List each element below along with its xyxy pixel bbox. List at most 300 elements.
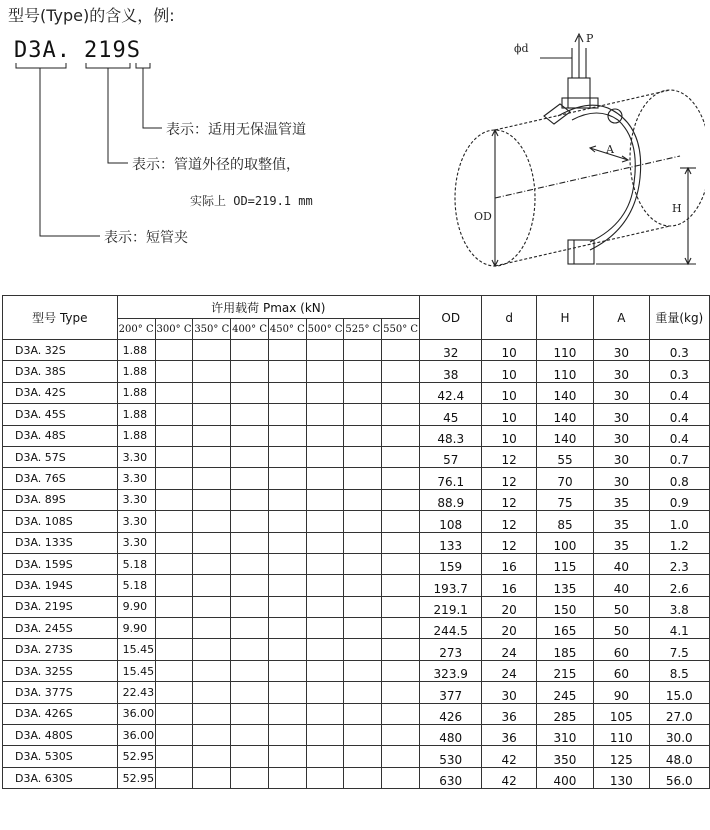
table-row [3, 404, 710, 425]
cell-od: 38 [419, 361, 482, 382]
cell-weight: 7.5 [649, 639, 709, 660]
cell-load-400 [231, 468, 269, 489]
cell-load-350 [193, 382, 231, 403]
cell-load-300 [155, 596, 193, 617]
table-row [3, 553, 710, 574]
cell-h: 110 [536, 361, 593, 382]
cell-d: 42 [482, 767, 536, 788]
cell-a: 125 [594, 746, 649, 767]
header-type: 型号 Type [3, 296, 118, 340]
cell-load-525 [344, 425, 382, 446]
cell-load-500 [306, 767, 344, 788]
cell-load-200: 36.00 [117, 725, 155, 746]
table-row [3, 746, 710, 767]
cell-load-550 [382, 489, 420, 510]
temp-450: 450° C [268, 319, 306, 340]
cell-load-500 [306, 746, 344, 767]
cell-load-450 [268, 596, 306, 617]
table-row [3, 382, 710, 403]
drawing-label-h: H [672, 202, 682, 215]
cell-load-400 [231, 596, 269, 617]
cell-h: 215 [536, 660, 593, 681]
cell-load-550 [382, 511, 420, 532]
cell-load-450 [268, 575, 306, 596]
cell-load-350 [193, 703, 231, 724]
cell-load-450 [268, 425, 306, 446]
cell-load-200: 5.18 [117, 553, 155, 574]
table-row [3, 532, 710, 553]
cell-load-550 [382, 575, 420, 596]
cell-load-350 [193, 596, 231, 617]
cell-od: 108 [419, 511, 482, 532]
cell-load-500 [306, 340, 344, 361]
header-od: OD [419, 296, 482, 340]
cell-load-450 [268, 468, 306, 489]
cell-h: 110 [536, 340, 593, 361]
cell-h: 185 [536, 639, 593, 660]
cell-load-550 [382, 767, 420, 788]
cell-load-350 [193, 511, 231, 532]
cell-load-450 [268, 553, 306, 574]
cell-load-550 [382, 532, 420, 553]
table-row [3, 446, 710, 467]
cell-load-450 [268, 618, 306, 639]
table-row [3, 725, 710, 746]
cell-weight: 0.9 [649, 489, 709, 510]
cell-load-350 [193, 446, 231, 467]
cell-load-350 [193, 340, 231, 361]
cell-h: 350 [536, 746, 593, 767]
cell-load-300 [155, 703, 193, 724]
cell-load-200: 36.00 [117, 703, 155, 724]
cell-od: 630 [419, 767, 482, 788]
cell-type: D3A. 530S [3, 746, 118, 767]
spec-table [2, 295, 710, 789]
cell-load-500 [306, 489, 344, 510]
table-row [3, 639, 710, 660]
cell-load-450 [268, 404, 306, 425]
cell-od: 530 [419, 746, 482, 767]
annotation-uninsulated: 表示：适用无保温管道 [166, 122, 306, 138]
cell-a: 35 [594, 532, 649, 553]
temp-550: 550° C [382, 319, 420, 340]
cell-load-550 [382, 596, 420, 617]
cell-weight: 0.3 [649, 361, 709, 382]
cell-load-400 [231, 682, 269, 703]
cell-load-350 [193, 575, 231, 596]
table-row [3, 489, 710, 510]
cell-type: D3A. 45S [3, 404, 118, 425]
cell-load-200: 1.88 [117, 404, 155, 425]
cell-load-300 [155, 404, 193, 425]
pipe-clamp-drawing [440, 28, 705, 278]
cell-a: 30 [594, 340, 649, 361]
cell-weight: 4.1 [649, 618, 709, 639]
cell-load-300 [155, 575, 193, 596]
cell-load-550 [382, 682, 420, 703]
cell-load-200: 22.43 [117, 682, 155, 703]
drawing-label-od: OD [474, 210, 492, 223]
cell-weight: 3.8 [649, 596, 709, 617]
cell-load-550 [382, 660, 420, 681]
cell-type: D3A. 38S [3, 361, 118, 382]
cell-load-300 [155, 618, 193, 639]
cell-load-350 [193, 468, 231, 489]
cell-load-525 [344, 703, 382, 724]
cell-weight: 15.0 [649, 682, 709, 703]
table-row [3, 361, 710, 382]
temp-200: 200° C [117, 319, 155, 340]
cell-type: D3A. 133S [3, 532, 118, 553]
cell-load-550 [382, 404, 420, 425]
cell-load-500 [306, 468, 344, 489]
table-row [3, 767, 710, 788]
cell-load-300 [155, 511, 193, 532]
cell-load-500 [306, 725, 344, 746]
cell-load-550 [382, 639, 420, 660]
cell-load-200: 3.30 [117, 468, 155, 489]
cell-load-500 [306, 596, 344, 617]
cell-od: 133 [419, 532, 482, 553]
cell-load-450 [268, 703, 306, 724]
cell-load-450 [268, 682, 306, 703]
cell-h: 165 [536, 618, 593, 639]
cell-load-350 [193, 618, 231, 639]
cell-load-400 [231, 361, 269, 382]
cell-load-200: 1.88 [117, 340, 155, 361]
cell-load-500 [306, 382, 344, 403]
cell-load-525 [344, 382, 382, 403]
header-weight: 重量(kg) [649, 296, 709, 340]
temp-525: 525° C [344, 319, 382, 340]
cell-load-200: 3.30 [117, 446, 155, 467]
cell-weight: 2.6 [649, 575, 709, 596]
cell-load-525 [344, 511, 382, 532]
cell-type: D3A. 48S [3, 425, 118, 446]
cell-load-300 [155, 361, 193, 382]
cell-load-450 [268, 361, 306, 382]
cell-load-525 [344, 575, 382, 596]
cell-load-500 [306, 575, 344, 596]
cell-load-300 [155, 340, 193, 361]
cell-load-300 [155, 553, 193, 574]
cell-load-500 [306, 618, 344, 639]
cell-a: 110 [594, 725, 649, 746]
cell-load-400 [231, 340, 269, 361]
cell-load-500 [306, 446, 344, 467]
table-row [3, 340, 710, 361]
cell-load-400 [231, 404, 269, 425]
cell-load-550 [382, 725, 420, 746]
cell-d: 36 [482, 703, 536, 724]
header-h: H [536, 296, 593, 340]
cell-weight: 1.0 [649, 511, 709, 532]
cell-d: 10 [482, 425, 536, 446]
cell-load-200: 9.90 [117, 618, 155, 639]
cell-load-450 [268, 340, 306, 361]
cell-load-400 [231, 767, 269, 788]
cell-d: 20 [482, 618, 536, 639]
cell-d: 36 [482, 725, 536, 746]
cell-weight: 0.4 [649, 425, 709, 446]
cell-type: D3A. 57S [3, 446, 118, 467]
cell-load-400 [231, 553, 269, 574]
table-row [3, 575, 710, 596]
cell-od: 57 [419, 446, 482, 467]
cell-load-550 [382, 382, 420, 403]
temp-500: 500° C [306, 319, 344, 340]
cell-od: 244.5 [419, 618, 482, 639]
cell-load-500 [306, 682, 344, 703]
cell-d: 16 [482, 553, 536, 574]
cell-a: 30 [594, 468, 649, 489]
cell-type: D3A. 42S [3, 382, 118, 403]
cell-a: 60 [594, 660, 649, 681]
cell-load-500 [306, 511, 344, 532]
cell-type: D3A. 108S [3, 511, 118, 532]
cell-load-400 [231, 425, 269, 446]
cell-load-400 [231, 660, 269, 681]
table-row [3, 660, 710, 681]
cell-load-350 [193, 532, 231, 553]
cell-h: 140 [536, 404, 593, 425]
cell-type: D3A. 630S [3, 767, 118, 788]
cell-od: 76.1 [419, 468, 482, 489]
cell-load-350 [193, 767, 231, 788]
cell-load-550 [382, 425, 420, 446]
cell-load-550 [382, 361, 420, 382]
cell-load-400 [231, 746, 269, 767]
cell-load-350 [193, 682, 231, 703]
table-row [3, 596, 710, 617]
cell-load-400 [231, 703, 269, 724]
cell-load-300 [155, 725, 193, 746]
cell-load-500 [306, 639, 344, 660]
header-d: d [482, 296, 536, 340]
cell-weight: 0.4 [649, 404, 709, 425]
cell-load-450 [268, 489, 306, 510]
cell-a: 50 [594, 596, 649, 617]
cell-d: 12 [482, 468, 536, 489]
cell-load-550 [382, 703, 420, 724]
cell-h: 400 [536, 767, 593, 788]
spec-table-body [3, 340, 710, 789]
cell-load-450 [268, 746, 306, 767]
cell-d: 16 [482, 575, 536, 596]
cell-od: 159 [419, 553, 482, 574]
cell-type: D3A. 325S [3, 660, 118, 681]
cell-a: 30 [594, 361, 649, 382]
cell-weight: 0.7 [649, 446, 709, 467]
cell-load-300 [155, 468, 193, 489]
drawing-label-a: A [606, 143, 614, 156]
cell-load-350 [193, 361, 231, 382]
cell-type: D3A. 245S [3, 618, 118, 639]
cell-load-525 [344, 725, 382, 746]
cell-weight: 0.3 [649, 340, 709, 361]
cell-d: 10 [482, 382, 536, 403]
drawing-label-p: P [586, 32, 594, 45]
cell-load-450 [268, 660, 306, 681]
cell-od: 48.3 [419, 425, 482, 446]
cell-load-525 [344, 468, 382, 489]
cell-load-200: 52.95 [117, 746, 155, 767]
cell-od: 323.9 [419, 660, 482, 681]
temp-400: 400° C [231, 319, 269, 340]
cell-weight: 2.3 [649, 553, 709, 574]
cell-load-525 [344, 596, 382, 617]
cell-load-500 [306, 425, 344, 446]
cell-weight: 30.0 [649, 725, 709, 746]
cell-load-525 [344, 532, 382, 553]
cell-load-200: 5.18 [117, 575, 155, 596]
cell-load-400 [231, 382, 269, 403]
cell-weight: 0.8 [649, 468, 709, 489]
cell-a: 30 [594, 404, 649, 425]
cell-load-300 [155, 746, 193, 767]
cell-load-200: 3.30 [117, 489, 155, 510]
cell-a: 30 [594, 425, 649, 446]
cell-load-300 [155, 532, 193, 553]
cell-a: 40 [594, 575, 649, 596]
cell-type: D3A. 219S [3, 596, 118, 617]
cell-load-400 [231, 575, 269, 596]
cell-load-350 [193, 404, 231, 425]
cell-load-300 [155, 660, 193, 681]
temp-350: 350° C [193, 319, 231, 340]
cell-h: 285 [536, 703, 593, 724]
cell-load-350 [193, 639, 231, 660]
cell-d: 12 [482, 446, 536, 467]
cell-a: 90 [594, 682, 649, 703]
cell-load-525 [344, 446, 382, 467]
cell-a: 130 [594, 767, 649, 788]
cell-load-450 [268, 725, 306, 746]
annotation-actual-od: 实际上 OD=219.1 mm [190, 194, 313, 208]
cell-load-400 [231, 618, 269, 639]
cell-load-200: 3.30 [117, 511, 155, 532]
cell-d: 24 [482, 660, 536, 681]
cell-load-525 [344, 639, 382, 660]
cell-weight: 0.4 [649, 382, 709, 403]
cell-load-350 [193, 746, 231, 767]
cell-load-300 [155, 639, 193, 660]
cell-a: 35 [594, 489, 649, 510]
cell-a: 50 [594, 618, 649, 639]
cell-type: D3A. 32S [3, 340, 118, 361]
cell-d: 10 [482, 361, 536, 382]
cell-od: 45 [419, 404, 482, 425]
cell-d: 12 [482, 532, 536, 553]
cell-load-550 [382, 553, 420, 574]
cell-weight: 56.0 [649, 767, 709, 788]
cell-load-200: 1.88 [117, 361, 155, 382]
cell-weight: 27.0 [649, 703, 709, 724]
cell-d: 20 [482, 596, 536, 617]
temp-300: 300° C [155, 319, 193, 340]
cell-load-300 [155, 682, 193, 703]
cell-weight: 8.5 [649, 660, 709, 681]
cell-h: 70 [536, 468, 593, 489]
table-row [3, 425, 710, 446]
cell-load-500 [306, 532, 344, 553]
cell-od: 193.7 [419, 575, 482, 596]
cell-load-400 [231, 639, 269, 660]
cell-load-400 [231, 446, 269, 467]
cell-load-450 [268, 382, 306, 403]
cell-od: 32 [419, 340, 482, 361]
cell-d: 30 [482, 682, 536, 703]
cell-load-550 [382, 746, 420, 767]
cell-load-300 [155, 446, 193, 467]
cell-load-500 [306, 660, 344, 681]
cell-load-525 [344, 489, 382, 510]
cell-od: 42.4 [419, 382, 482, 403]
cell-type: D3A. 480S [3, 725, 118, 746]
cell-load-350 [193, 660, 231, 681]
cell-load-400 [231, 725, 269, 746]
cell-load-550 [382, 340, 420, 361]
cell-load-350 [193, 425, 231, 446]
table-row [3, 703, 710, 724]
cell-load-350 [193, 489, 231, 510]
cell-h: 140 [536, 425, 593, 446]
cell-d: 10 [482, 340, 536, 361]
cell-load-200: 9.90 [117, 596, 155, 617]
table-row [3, 511, 710, 532]
table-row [3, 468, 710, 489]
cell-a: 60 [594, 639, 649, 660]
cell-od: 273 [419, 639, 482, 660]
cell-a: 105 [594, 703, 649, 724]
cell-d: 42 [482, 746, 536, 767]
cell-load-550 [382, 468, 420, 489]
drawing-label-phi-d: ϕd [514, 42, 529, 55]
cell-load-500 [306, 703, 344, 724]
cell-h: 245 [536, 682, 593, 703]
cell-load-300 [155, 425, 193, 446]
cell-type: D3A. 159S [3, 553, 118, 574]
table-row [3, 682, 710, 703]
cell-load-500 [306, 361, 344, 382]
header-a: A [594, 296, 649, 340]
cell-load-550 [382, 446, 420, 467]
cell-load-500 [306, 553, 344, 574]
cell-h: 115 [536, 553, 593, 574]
cell-load-450 [268, 767, 306, 788]
cell-weight: 1.2 [649, 532, 709, 553]
cell-load-525 [344, 767, 382, 788]
cell-load-525 [344, 682, 382, 703]
cell-d: 12 [482, 511, 536, 532]
cell-load-300 [155, 489, 193, 510]
cell-a: 30 [594, 446, 649, 467]
cell-load-525 [344, 660, 382, 681]
model-code: 219S [84, 38, 141, 63]
cell-od: 88.9 [419, 489, 482, 510]
cell-a: 30 [594, 382, 649, 403]
cell-d: 12 [482, 489, 536, 510]
cell-load-525 [344, 340, 382, 361]
cell-load-525 [344, 361, 382, 382]
cell-load-300 [155, 382, 193, 403]
cell-weight: 48.0 [649, 746, 709, 767]
cell-type: D3A. 194S [3, 575, 118, 596]
cell-type: D3A. 426S [3, 703, 118, 724]
annotation-od-rounded: 表示：管道外径的取整值， [132, 157, 300, 173]
cell-load-400 [231, 532, 269, 553]
cell-type: D3A. 377S [3, 682, 118, 703]
